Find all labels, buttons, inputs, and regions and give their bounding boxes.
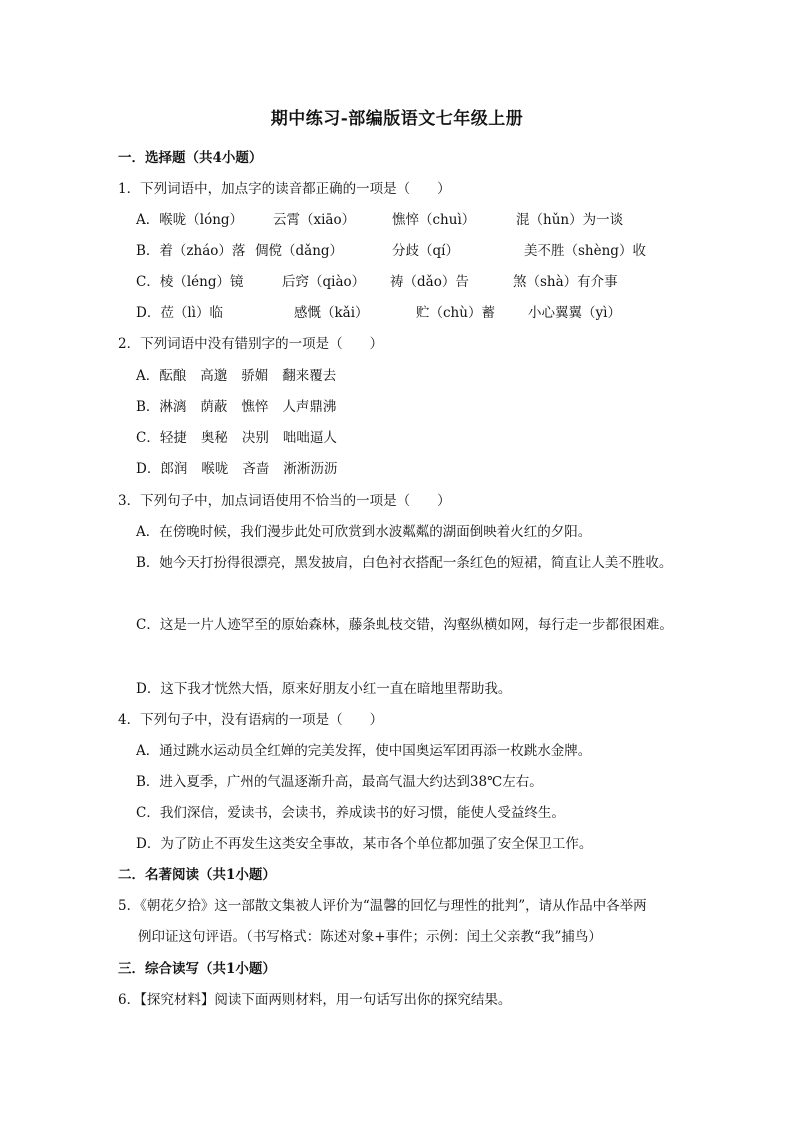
q2-c-word-1: C．轻捷	[136, 430, 187, 446]
question-5-line-1: 5．《朝花夕拾》这一部散文集被人评价为“温馨的回忆与理性的批判”，请从作品中各举两	[118, 898, 647, 914]
q2-a-word-4: 翻来覆去	[282, 368, 337, 384]
q1-option-a-4: 混（hǔn）为一谈	[516, 212, 624, 228]
q2-a-word-1: A．酝酿	[136, 368, 187, 384]
q2-option-a	[136, 364, 350, 384]
q1-option-c-4: 煞（shà）有介事	[513, 274, 618, 290]
question-3-stem: 3．下列句子中，加点词语使用不恰当的一项是（ ）	[118, 493, 451, 509]
q1-option-b-3: 分歧（qí）	[392, 243, 459, 259]
section-heading-choice: 一．选择题（共4小题）	[118, 150, 263, 166]
q3-option-d: D．这下我才恍然大悟，原来好朋友小红一直在暗地里帮助我。	[136, 681, 512, 697]
section-heading-writing: 三．综合读写（共1小题）	[118, 961, 276, 977]
q4-option-b: B．进入夏季，广州的气温逐渐升高，最高气温大约达到38℃左右。	[136, 774, 543, 790]
q3-option-a: A．在傍晚时候，我们漫步此处可欣赏到水波粼粼的湖面倒映着火红的夕阳。	[136, 524, 592, 540]
q2-d-word-1: D．郎润	[136, 461, 188, 477]
q1-option-b-1: B．着（zháo）落	[136, 243, 246, 259]
q1-option-d-2: 感慨（kǎi）	[294, 305, 369, 321]
q2-option-b	[136, 395, 350, 415]
q1-option-a-2: 云霄（xiāo）	[273, 212, 356, 228]
q1-option-d-1: D．莅（lì）临	[136, 305, 223, 321]
q1-option-c-1: C．棱（léng）镜	[136, 274, 244, 290]
question-1-stem: 1．下列词语中，加点字的读音都正确的一项是（ ）	[118, 181, 451, 197]
q4-option-a: A．通过跳水运动员全红婵的完美发挥，使中国奥运军团再添一枚跳水金牌。	[136, 743, 592, 759]
q2-b-word-4: 人声鼎沸	[282, 399, 337, 415]
q2-b-word-1: B．淋漓	[136, 399, 187, 415]
q1-option-a-3: 憔悴（chuì）	[392, 212, 476, 228]
q3-option-b: B．她今天打扮得很漂亮，黑发披肩，白色衬衣搭配一条红色的短裙，简直让人美不胜收。	[136, 555, 673, 571]
page-title: 期中练习-部编版语文七年级上册	[270, 109, 524, 129]
q1-option-b-2: 倜傥（dǎng）	[255, 243, 344, 259]
q1-option-b-4: 美不胜（shèng）收	[524, 243, 646, 259]
q1-option-a-1: A．喉咙（lóng）	[136, 212, 244, 228]
q1-option-c-3: 祷（dǎo）告	[390, 274, 469, 290]
q2-c-word-4: 咄咄逼人	[282, 430, 337, 446]
q2-b-word-3: 憔悴	[241, 399, 269, 415]
q2-a-word-3: 骄媚	[241, 368, 269, 384]
q2-c-word-2: 奥秘	[200, 430, 228, 446]
question-5-line-2: 例印证这句评语。（书写格式：陈述对象+事件；示例：闰土父亲教“我”捕鸟）	[138, 929, 602, 945]
q4-option-d: D．为了防止不再发生这类安全事故，某市各个单位都加强了安全保卫工作。	[136, 836, 593, 852]
question-4-stem: 4．下列句子中，没有语病的一项是（ ）	[118, 712, 384, 728]
q1-option-c-2: 后窍（qiào）	[282, 274, 366, 290]
q2-option-c	[136, 426, 351, 446]
q1-option-d-4: 小心翼翼（yì）	[528, 305, 621, 321]
q2-d-word-3: 吝啬	[242, 461, 270, 477]
q3-option-c: C．这是一片人迹罕至的原始森林，藤条虬枝交错，沟壑纵横如网，每行走一步都很困难。	[136, 617, 673, 633]
q4-option-c: C．我们深信，爱读书，会读书，养成读书的好习惯，能使人受益终生。	[136, 805, 565, 821]
section-heading-classics: 二．名著阅读（共1小题）	[118, 867, 276, 883]
q1-option-d-3: 贮（chù）蓄	[416, 305, 495, 321]
q2-c-word-3: 决别	[241, 430, 269, 446]
q2-b-word-2: 荫蔽	[200, 399, 228, 415]
q2-d-word-4: 淅淅沥沥	[283, 461, 338, 477]
q2-d-word-2: 喉咙	[201, 461, 229, 477]
question-6-stem: 6．【探究材料】阅读下面两则材料，用一句话写出你的探究结果。	[118, 992, 512, 1008]
q2-option-d	[136, 457, 351, 477]
q2-a-word-2: 高邈	[200, 368, 228, 384]
question-2-stem: 2．下列词语中没有错别字的一项是（ ）	[118, 336, 384, 352]
